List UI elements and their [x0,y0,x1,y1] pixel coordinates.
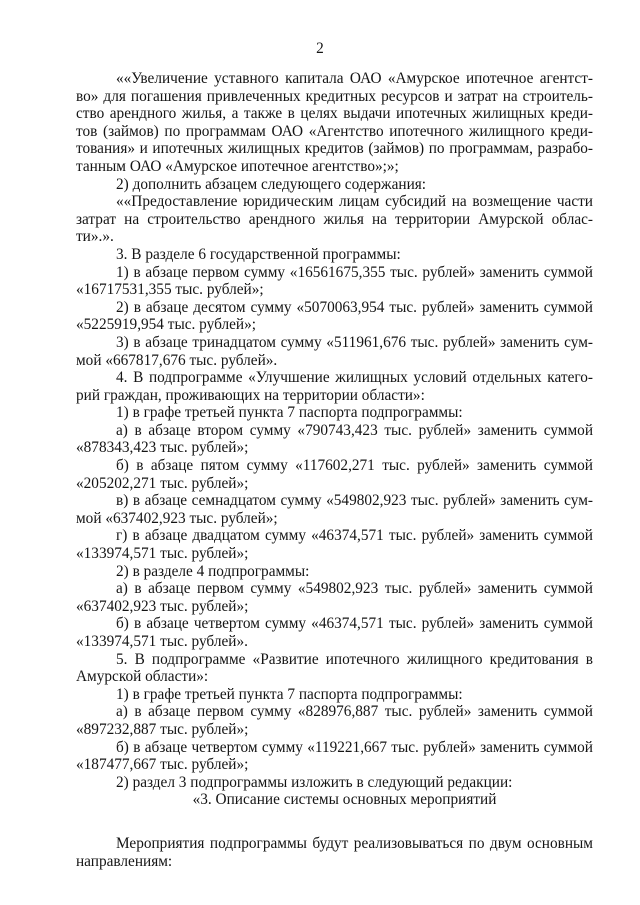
text-line: а) в абзаце втором сумму «790743,423 тыс. рублей» заменить суммой [116,421,593,439]
text-line: ««Увеличение уставного капитала ОАО «Амурское ипотечное агентст- [116,70,593,87]
text-line: 1) в графе третьей пункта 7 паспорта подпрограммы: [116,404,463,422]
text-line: тов (займов) по программам ОАО «Агентство ипотечного жилищного креди- [76,122,593,140]
page-number: 2 [316,40,324,57]
text-line: а) в абзаце первом сумму «549802,923 тыс. рублей» заменить суммой [116,580,593,598]
text-line: 2) дополнить абзацем следующего содержания: [116,175,427,193]
text-line: тования» и ипотечных жилищных кредитов (займов) по программам, разрабо- [76,140,593,158]
text-line: «16717531,355 тыс. рублей»; [76,281,264,299]
text-line: г) в абзаце двадцатом сумму «46374,571 тыс. рублей» заменить суммой [116,527,593,545]
text-line: «3. Описание системы основных мероприятий [192,791,497,809]
text-line: направлениям: [76,852,173,870]
text-line: 2) в абзаце десятом сумму «5070063,954 тыс. рублей» заменить суммой [116,298,593,316]
text-line: «187477,667 тыс. рублей»; [76,756,249,774]
text-line: 3. В разделе 6 государственной программы: [116,245,401,263]
text-line: 3) в абзаце тринадцатом сумму «511961,676 тыс. рублей» заменить сум- [116,333,593,351]
text-line: затрат на строительство арендного жилья на территории Амурской облас- [76,210,593,228]
text-line: мой «637402,923 тыс. рублей»; [76,509,278,527]
text-line: 5. В подпрограмме «Развитие ипотечного жилищного кредитования в [116,650,593,668]
text-line: рий граждан, проживающих на территории области»: [76,386,425,404]
text-line: ти».». [76,228,114,246]
text-line: ство арендного жилья, а также в целях выдачи ипотечных жилищных креди- [76,105,593,123]
text-line: мой «667817,676 тыс. рублей». [76,351,278,369]
text-line: в) в абзаце семнадцатом сумму «549802,923 тыс. рублей» заменить сум- [116,492,593,510]
document-body [76,70,593,870]
text-line: «897232,887 тыс. рублей»; [76,720,249,738]
text-line: 2) раздел 3 подпрограммы изложить в следующий редакции: [116,773,513,791]
text-line: «205202,271 тыс. рублей»; [76,474,249,492]
text-line: во» для погашения привлеченных кредитных ресурсов и затрат на строитель- [76,87,593,105]
text-line: б) в абзаце четвертом сумму «119221,667 тыс. рублей» заменить суммой [116,738,593,756]
text-line: 1) в абзаце первом сумму «16561675,355 тыс. рублей» заменить суммой [116,263,593,281]
text-line: «5225919,954 тыс. рублей»; [76,316,256,334]
text-line: Амурской области»: [76,668,209,686]
text-line: б) в абзаце четвертом сумму «46374,571 тыс. рублей» заменить суммой [116,615,593,633]
text-line: ««Предоставление юридическим лицам субсидий на возмещение части [116,193,593,211]
text-line: 1) в графе третьей пункта 7 паспорта подпрограммы: [116,685,463,703]
text-line: «637402,923 тыс. рублей»; [76,597,249,615]
text-line: 4. В подпрограмме «Улучшение жилищных условий отдельных катего- [116,369,593,387]
text-line: «133974,571 тыс. рублей». [76,633,248,650]
text-line: 2) в разделе 4 подпрограммы: [116,562,310,580]
text-line: а) в абзаце первом сумму «828976,887 тыс. рублей» заменить суммой [116,703,593,721]
text-line: танным ОАО «Амурское ипотечное агентство»;»; [76,157,399,175]
text-line: «133974,571 тыс. рублей»; [76,545,249,563]
text-line: Мероприятия подпрограммы будут реализовываться по двум основным [116,834,593,852]
blank-line [76,809,593,835]
text-line: «878343,423 тыс. рублей»; [76,439,249,457]
text-line: б) в абзаце пятом сумму «117602,271 тыс. рублей» заменить суммой [116,457,593,475]
